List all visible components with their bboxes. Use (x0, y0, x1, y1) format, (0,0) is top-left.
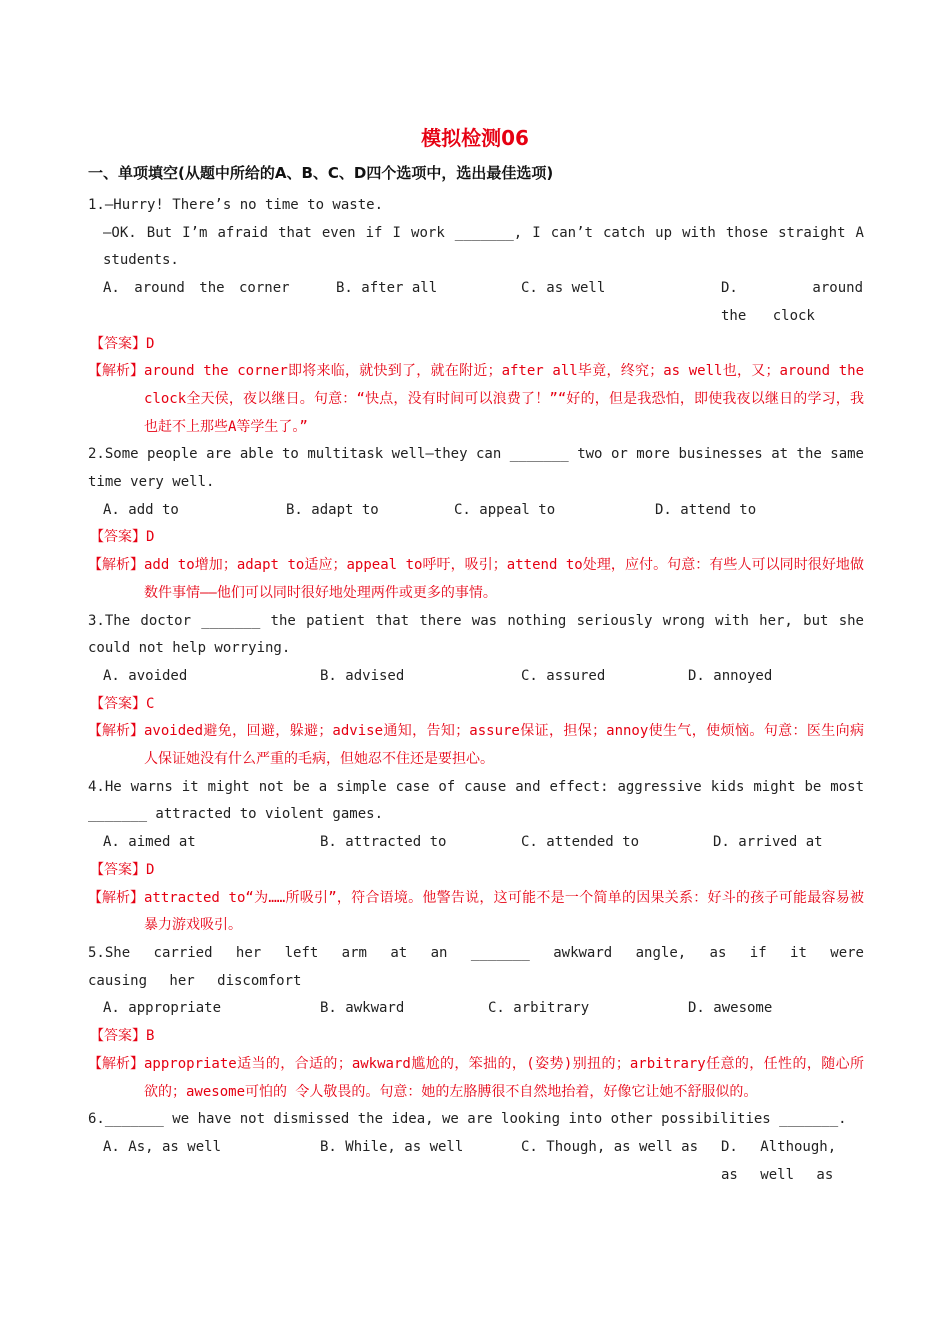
question-3 (88, 608, 864, 774)
analysis-label: 【解析】 (88, 723, 144, 740)
analysis-label: 【解析】 (88, 889, 144, 906)
option-c: C. as well (521, 280, 606, 297)
option-a: A. around the corner (103, 280, 290, 297)
page-title: 模拟检测06 (421, 126, 529, 150)
answer-label: 【答案】 (90, 695, 146, 712)
option-c: C. arbitrary (488, 1000, 590, 1017)
options-row (88, 497, 864, 525)
question-number: 1. (88, 197, 105, 213)
stem-line: He warns it might not be a simple case of cause and effect: aggressive kids might be most _______ attracted to violent games. (88, 778, 864, 823)
question-stem (88, 608, 864, 663)
option-a: A. As, as well (103, 1138, 222, 1155)
analysis-text: attracted to“为……所吸引”，符合语境。他警告说，这可能不是一个简单的因果关系：好斗的孩子可能最容易被暴力游戏吸引。 (144, 889, 864, 934)
option-b: B. attracted to (320, 834, 447, 851)
question-number: 4. (88, 778, 105, 795)
answer-value: D (146, 529, 155, 546)
option-d: D. Although, as well as (721, 1138, 837, 1183)
option-b: B. after all (336, 280, 438, 297)
question-number: 6. (88, 1111, 105, 1128)
options-row (88, 663, 864, 691)
answer-value: C (146, 695, 155, 712)
question-4 (88, 774, 864, 940)
stem-line: —Hurry! There’s no time to waste. (104, 197, 384, 213)
question-stem (88, 1106, 864, 1134)
options-row (88, 829, 864, 857)
question-list (88, 192, 864, 1189)
answer-value: D (146, 861, 155, 878)
stem-line: Some people are able to multitask well—they can _______ two or more businesses at the same time very well. (88, 446, 864, 491)
option-c: C. Though, as well as (521, 1138, 699, 1155)
question-stem (88, 441, 864, 496)
analysis-block (88, 358, 864, 441)
answer-value: D (146, 335, 155, 352)
option-a: A. aimed at (103, 834, 196, 851)
analysis-text: avoided避免，回避，躲避；advise通知，告知；assure保证，担保；annoy使生气，使烦恼。句意：医生向病人保证她没有什么严重的毛病，但她忍不住还是要担心。 (144, 723, 864, 768)
option-d: D. arrived at (713, 834, 823, 851)
answer-value: B (146, 1028, 155, 1045)
options-row (88, 1134, 864, 1189)
option-c: C. attended to (521, 834, 640, 851)
answer-label: 【答案】 (90, 335, 146, 352)
question-2 (88, 441, 864, 607)
analysis-block (88, 552, 864, 607)
option-c: C. assured (521, 667, 606, 684)
analysis-label: 【解析】 (88, 557, 144, 574)
question-stem (88, 192, 864, 220)
question-stem (88, 940, 864, 995)
answer-line (88, 524, 864, 552)
analysis-block (88, 1051, 864, 1106)
answer-line (88, 1023, 864, 1051)
option-d: D. around the clock (721, 280, 863, 324)
stem-line: She carried her left arm at an _______ awkward angle, as if it were causing her discomfort (88, 944, 864, 989)
stem-line: _______ we have not dismissed the idea, we are looking into other possibilities _______. (104, 1111, 847, 1128)
question-1 (88, 192, 864, 441)
analysis-text: add to增加；adapt to适应；appeal to呼吁，吸引；attend to处理，应付。句意：有些人可以同时很好地做数件事情——他们可以同时很好地处理两件或更多的事情。 (144, 557, 864, 601)
analysis-text: appropriate适当的，合适的；awkward尴尬的，笨拙的，(姿势)别扭的；arbitrary任意的，任性的，随心所欲的；awesome可怕的 令人敬畏的。句意：她的左胳膊很不自然地抬着，好像它让她不舒服似的。 (144, 1055, 864, 1100)
option-c: C. appeal to (454, 501, 556, 518)
answer-label: 【答案】 (90, 861, 146, 878)
question-stem (88, 774, 864, 829)
analysis-label: 【解析】 (88, 1055, 144, 1072)
question-6 (88, 1106, 864, 1189)
answer-line (88, 691, 864, 719)
analysis-text: around the corner即将来临，就快到了，就在附近；after all毕竟，终究；as well也，又；around the clock全天侯，夜以继日。句意：“快点，没有时间可以浪费了！”“好的，但是我恐怕，即使我夜以继日的学习，我也赶不上那些A等学生了。” (144, 363, 864, 435)
option-b: B. While, as well (320, 1138, 464, 1155)
stem-line: The doctor _______ the patient that there was nothing seriously wrong with her, but she could not help worrying. (88, 612, 864, 657)
analysis-block (88, 718, 864, 773)
option-b: B. awkward (320, 1000, 405, 1017)
options-row (88, 995, 864, 1023)
option-d: D. attend to (655, 501, 757, 518)
answer-label: 【答案】 (90, 529, 146, 546)
answer-line (88, 857, 864, 885)
option-d: D. annoyed (688, 667, 773, 684)
analysis-label: 【解析】 (88, 363, 144, 380)
option-b: B. advised (320, 667, 405, 684)
section-heading: 一、单项填空(从题中所给的A、B、C、D四个选项中，选出最佳选项) (88, 164, 554, 182)
question-number: 5. (88, 944, 105, 961)
options-row (88, 275, 864, 330)
question-5 (88, 940, 864, 1106)
option-d: D. awesome (688, 1000, 773, 1017)
option-a: A. avoided (103, 667, 188, 684)
question-number: 2. (88, 446, 105, 463)
answer-line (88, 331, 864, 359)
option-a: A. add to (103, 501, 179, 518)
analysis-block (88, 885, 864, 940)
stem-line: —OK. But I’m afraid that even if I work _______, I can’t catch up with those straight A students. (103, 224, 864, 269)
option-a: A. appropriate (103, 1000, 222, 1017)
option-b: B. adapt to (286, 501, 379, 518)
answer-label: 【答案】 (90, 1028, 146, 1045)
question-number: 3. (88, 612, 105, 629)
